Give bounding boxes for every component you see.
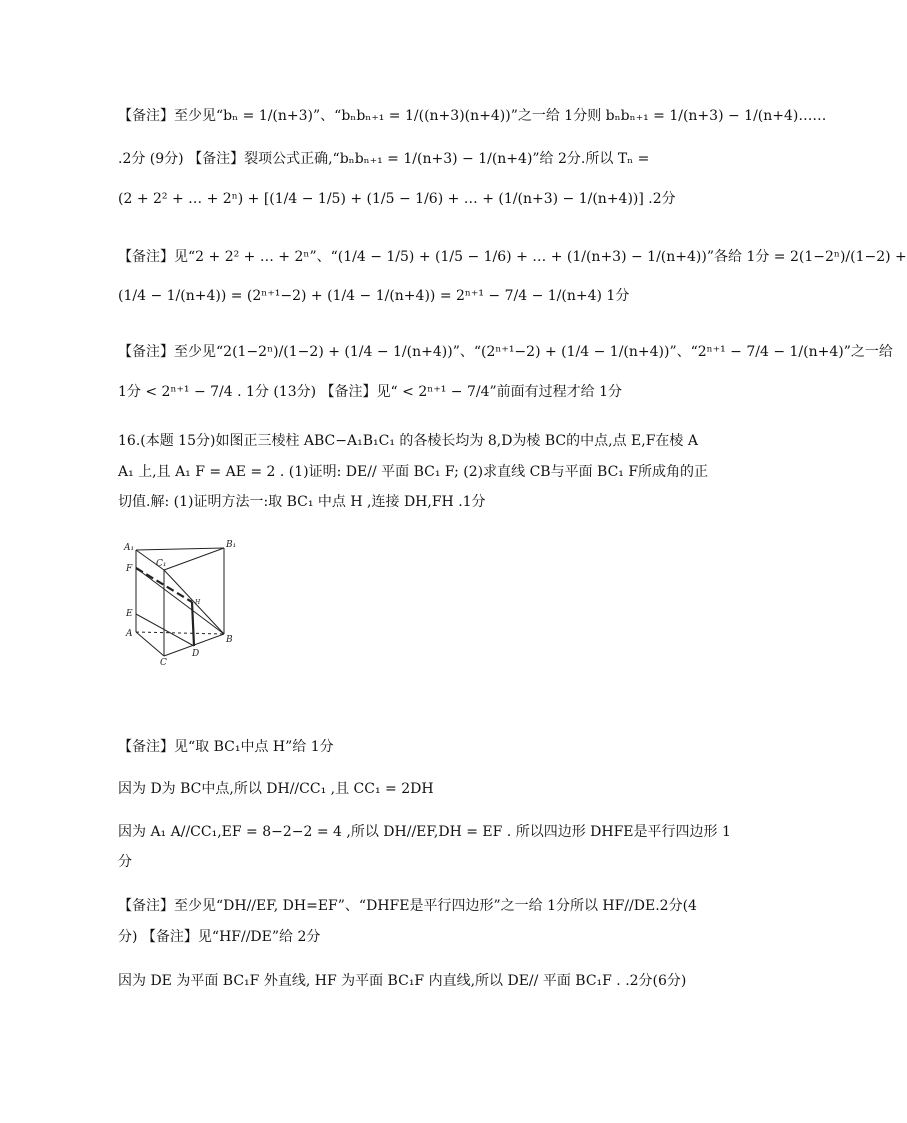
- proof-line-2-cont: 分: [118, 854, 132, 870]
- remark-line-5: 1分 < 2ⁿ⁺¹ − 7/4 . 1分 (13分) 【备注】见“ < 2ⁿ⁺¹ − 7/4”前面有过程才给 1分: [118, 384, 622, 400]
- label-c: C: [160, 658, 167, 668]
- sum-expression-line: (2 + 2² + … + 2ⁿ) + [(1/4 − 1/5) + (1/5 − 1/6) + … + (1/(n+3) − 1/(n+4))] .2分: [118, 191, 676, 207]
- remark-line-1: 【备注】至少见“bₙ = 1/(n+3)”、“bₙbₙ₊₁ = 1/((n+3)(n+4))”之一给 1分则 bₙbₙ₊₁ = 1/(n+3) − 1/(n+4)……: [118, 108, 827, 124]
- problem-16-line-1: 16.(本题 15分)如图正三棱柱 ABC−A₁B₁C₁ 的各棱长均为 8,D为棱 BC的中点,点 E,F在棱 A: [118, 433, 698, 449]
- proof-line-3: 因为 DE 为平面 BC₁F 外直线, HF 为平面 BC₁F 内直线,所以 DE// 平面 BC₁F . .2分(6分): [118, 973, 687, 989]
- label-c1: C₁: [156, 559, 167, 569]
- remark-line-3: 【备注】见“2 + 2² + … + 2ⁿ”、“(1/4 − 1/5) + (1/5 − 1/6) + … + (1/(n+3) − 1/(n+4))”各给 1分 = 2(1−2ⁿ)/(1−2) +: [118, 249, 907, 265]
- problem-16-line-2: A₁ 上,且 A₁ F = AE = 2 . (1)证明: DE// 平面 BC₁ F; (2)求直线 CB与平面 BC₁ F所成角的正: [118, 464, 709, 480]
- proof-line-1: 因为 D为 BC中点,所以 DH//CC₁ ,且 CC₁ = 2DH: [118, 781, 434, 797]
- remark-line-8: 分) 【备注】见“HF//DE”给 2分: [118, 929, 321, 945]
- prism-figure: [118, 536, 258, 666]
- label-e: E: [126, 609, 133, 619]
- label-a1: A₁: [124, 543, 135, 553]
- remark-line-4: 【备注】至少见“2(1−2ⁿ)/(1−2) + (1/4 − 1/(n+4))”、“(2ⁿ⁺¹−2) + (1/4 − 1/(n+4))”、“2ⁿ⁺¹ − 7/4 − 1/(n+4)”之一给: [118, 344, 893, 360]
- label-d: D: [192, 649, 200, 659]
- label-f: F: [126, 564, 133, 574]
- proof-line-2: 因为 A₁ A//CC₁,EF = 8−2−2 = 4 ,所以 DH//EF,DH = EF . 所以四边形 DHFE是平行四边形 1: [118, 824, 731, 840]
- label-a: A: [126, 629, 133, 639]
- problem-16-line-3: 切值.解: (1)证明方法一:取 BC₁ 中点 H ,连接 DH,FH .1分: [118, 494, 486, 510]
- label-b1: B₁: [226, 540, 237, 550]
- result-line: (1/4 − 1/(n+4)) = (2ⁿ⁺¹−2) + (1/4 − 1/(n+4)) = 2ⁿ⁺¹ − 7/4 − 1/(n+4) 1分: [118, 288, 630, 304]
- remark-line-2: .2分 (9分) 【备注】裂项公式正确,“bₙbₙ₊₁ = 1/(n+3) − 1/(n+4)”给 2分.所以 Tₙ =: [118, 151, 650, 167]
- remark-line-6: 【备注】见“取 BC₁中点 H”给 1分: [118, 739, 334, 755]
- label-h: H: [195, 599, 201, 606]
- remark-line-7: 【备注】至少见“DH//EF, DH=EF”、“DHFE是平行四边形”之一给 1分所以 HF//DE.2分(4: [118, 898, 697, 914]
- label-b: B: [226, 635, 233, 645]
